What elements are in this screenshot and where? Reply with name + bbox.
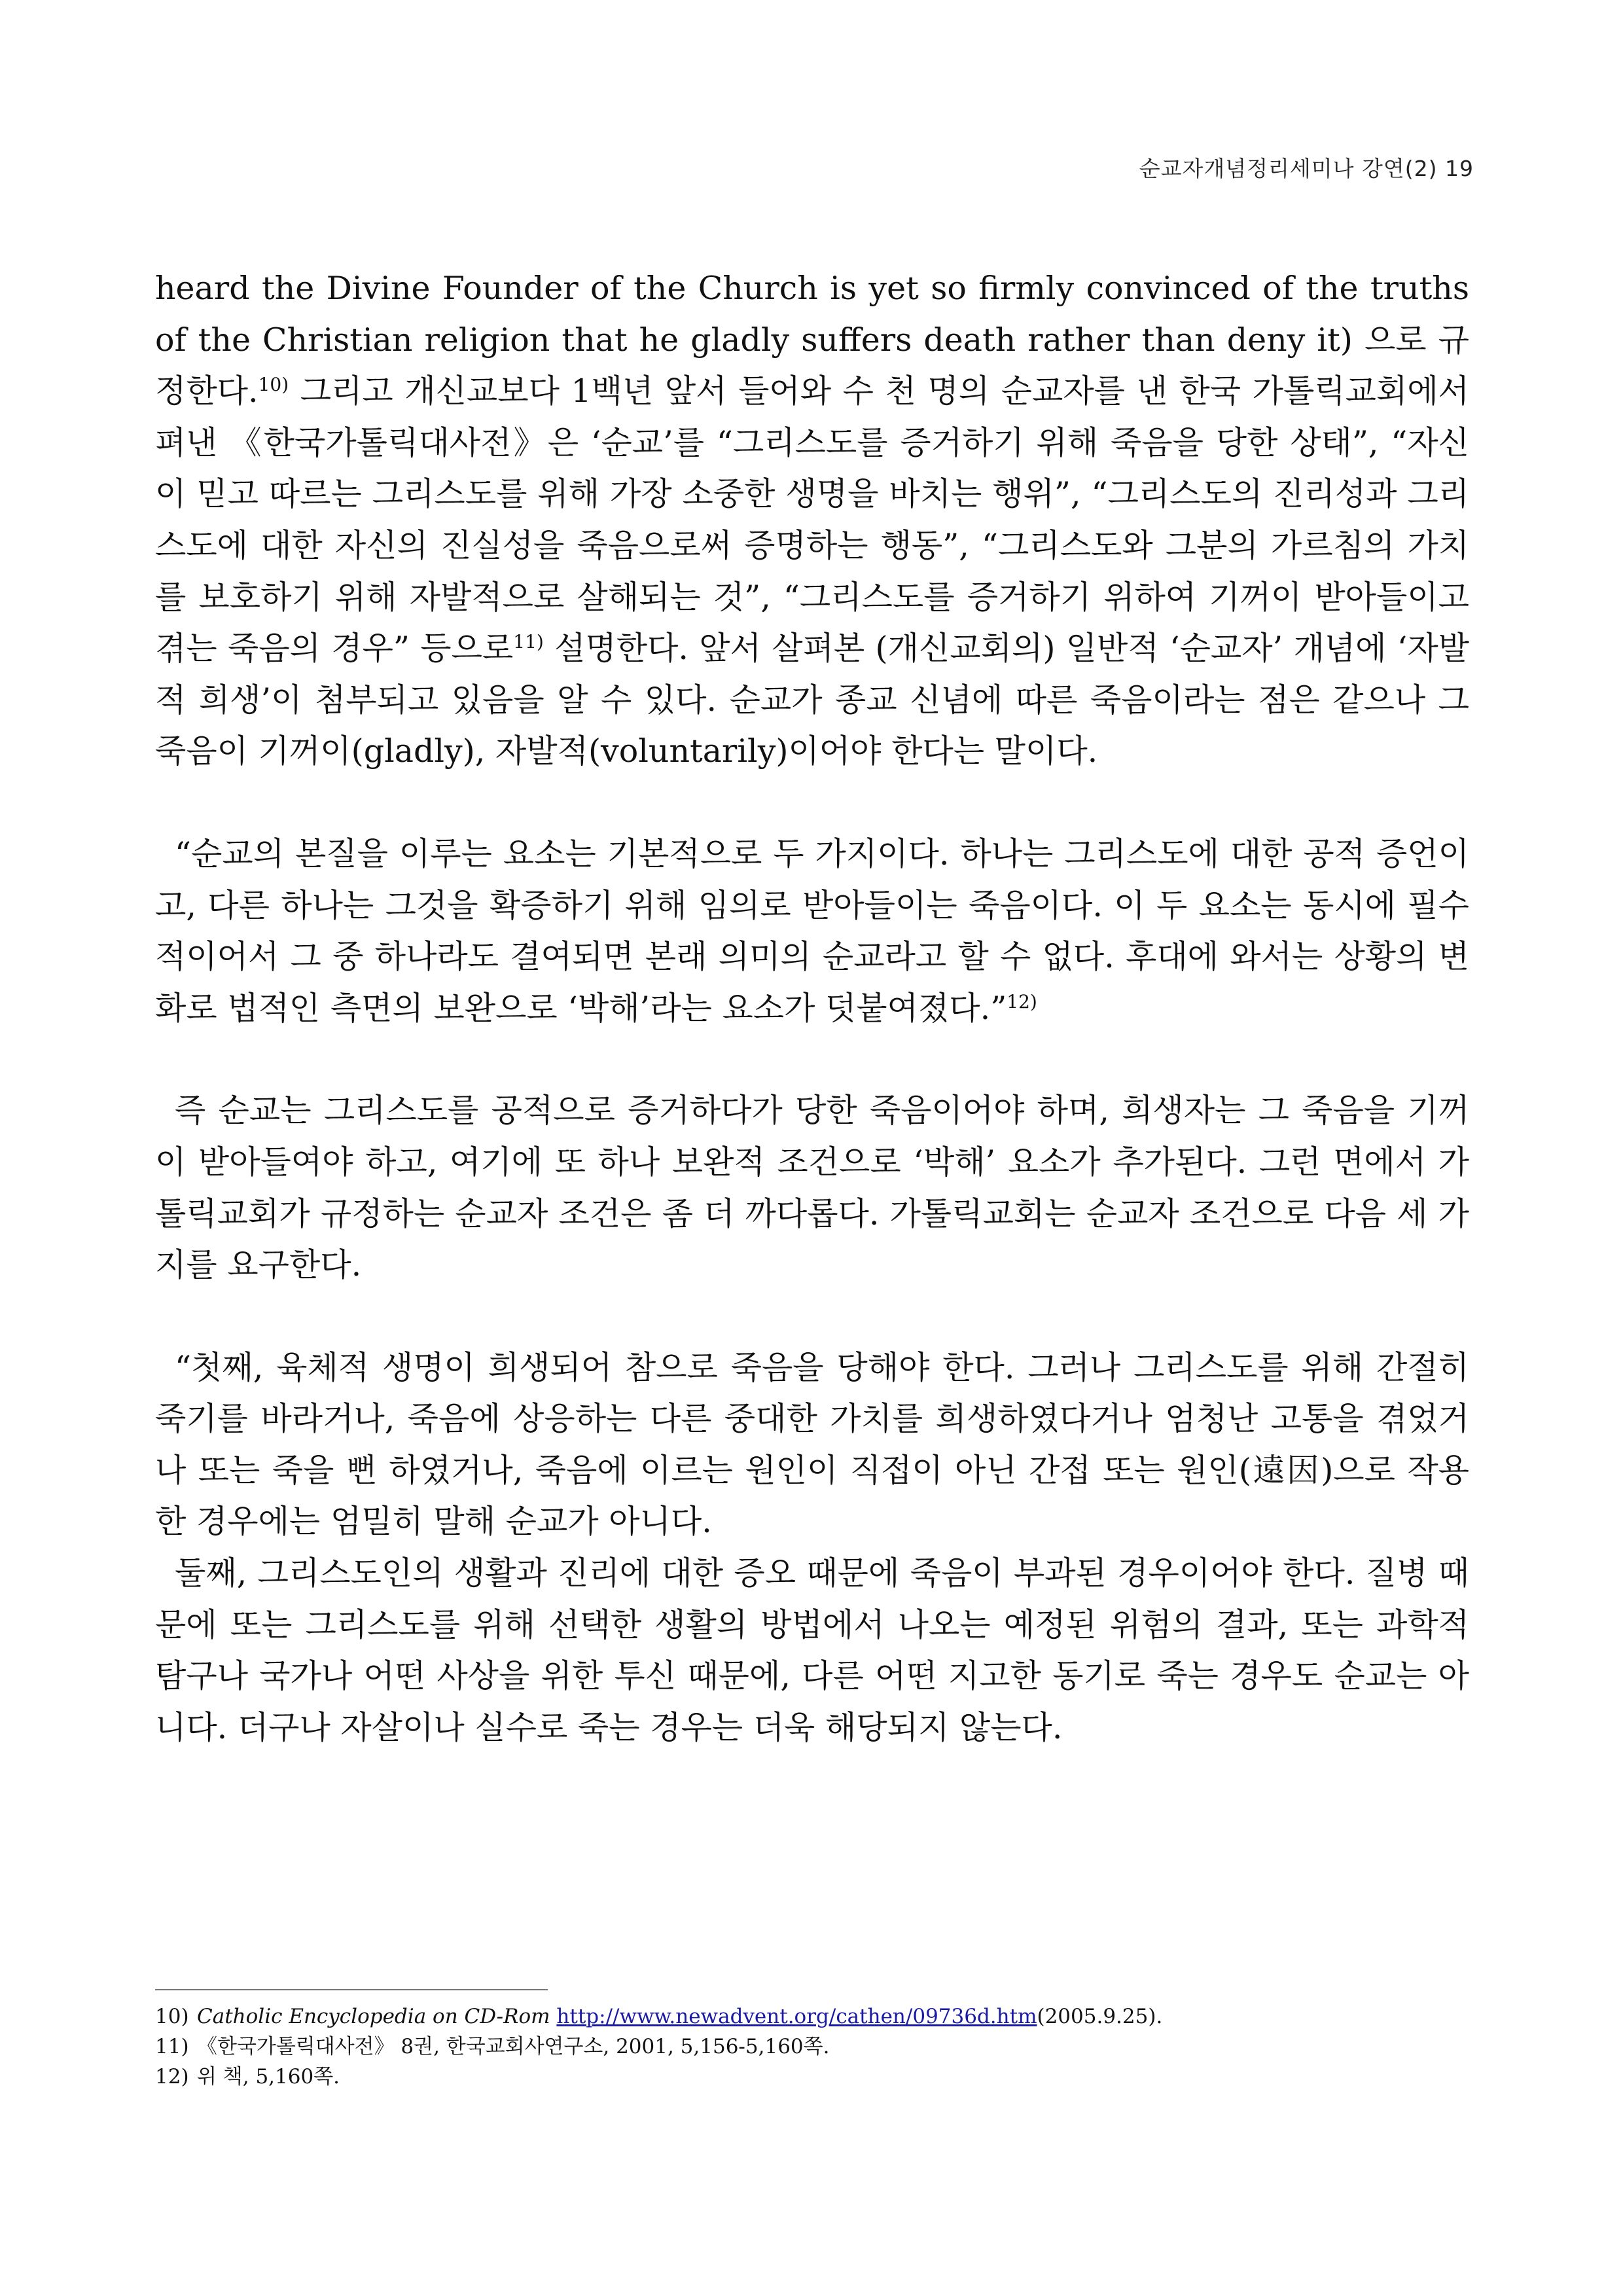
footnote-ref-12[interactable]: 12) bbox=[1007, 990, 1037, 1013]
footnote-number: 11) bbox=[155, 2035, 189, 2058]
body-text bbox=[155, 263, 1469, 1753]
paragraph-1-text-1: heard the Divine Founder of the Church is yet so firmly convinced of the truths of the Christian religion that he gladly suffers death rather than deny it) 으로 규정한다. bbox=[155, 270, 1469, 410]
paragraph-4-condition-1: “첫째, 육체적 생명이 희생되어 참으로 죽음을 당해야 한다. 그러나 그리스도를 위해 간절히 죽기를 바라거나, 죽음에 상응하는 다른 중대한 가치를 희생하였다거나 엄청난 고통을 겪었거나 또는 죽을 뻔 하였거나, 죽음에 이르는 원인이 직접이 아닌 간접 또는 원인(遠因)으로 작용한 경우에는 엄밀히 말해 순교가 아니다. bbox=[155, 1348, 1469, 1541]
footnote-access-date: (2005.9.25). bbox=[1037, 2005, 1163, 2028]
footnote-number: 10) bbox=[155, 2005, 189, 2028]
footnote-ref-10[interactable]: 10) bbox=[258, 374, 289, 396]
running-header: 순교자개념정리세미나 강연(2) 19 bbox=[1139, 156, 1474, 181]
footnote-number: 12) bbox=[155, 2065, 189, 2089]
paragraph-1-text-3: 설명한다. 앞서 살펴본 (개신교회의) 일반적 ‘순교자’ 개념에 ‘자발적 희생’이 첨부되고 있음을 알 수 있다. 순교가 종교 신념에 따른 죽음이라는 점은 같으나 그 죽음이 기꺼이(gladly), 자발적(voluntarily)이어야 한다는 말이다. bbox=[155, 630, 1469, 770]
footnote-text: 위 책, 5,160쪽. bbox=[197, 2065, 340, 2089]
paragraph-1-text-2: 그리고 개신교보다 1백년 앞서 들어와 수 천 명의 순교자를 낸 한국 가톨릭교회에서 펴낸 《한국가톨릭대사전》은 ‘순교’를 “그리스도를 증거하기 위해 죽음을 당한 상태”, “자신이 믿고 따르는 그리스도를 위해 가장 소중한 생명을 바치는 행위”, “그리스도의 진리성과 그리스도에 대한 자신의 진실성을 죽음으로써 증명하는 행동”, “그리스도와 그분의 가르침의 가치를 보호하기 위해 자발적으로 살해되는 것”, “그리스도를 증거하기 위하여 기꺼이 받아들이고 겪는 죽음의 경우” 등으로 bbox=[155, 372, 1469, 668]
footnote-12 bbox=[155, 2062, 1469, 2092]
footnote-source-title: Catholic Encyclopedia on CD-Rom bbox=[197, 2005, 550, 2028]
footnote-link[interactable]: http://www.newadvent.org/cathen/09736d.htm bbox=[556, 2005, 1037, 2028]
paragraph-3: 즉 순교는 그리스도를 공적으로 증거하다가 당한 죽음이어야 하며, 희생자는 그 죽음을 기꺼이 받아들여야 하고, 여기에 또 하나 보완적 조건으로 ‘박해’ 요소가 추가된다. 그런 면에서 가톨릭교회가 규정하는 순교자 조건은 좀 더 까다롭다. 가톨릭교회는 순교자 조건으로 다음 세 가지를 요구한다. bbox=[155, 1092, 1469, 1284]
paragraph-2-text: “순교의 본질을 이루는 요소는 기본적으로 두 가지이다. 하나는 그리스도에 대한 공적 증언이고, 다른 하나는 그것을 확증하기 위해 임의로 받아들이는 죽음이다. 이 두 요소는 동시에 필수적이어서 그 중 하나라도 결여되면 본래 의미의 순교라고 할 수 없다. 후대에 와서는 상황의 변화로 법적인 측면의 보완으로 ‘박해’라는 요소가 덧붙여졌다.” bbox=[155, 834, 1469, 1027]
footnote-11 bbox=[155, 2032, 1469, 2062]
footnote-10 bbox=[155, 2001, 1469, 2032]
footnote-text: 《한국가톨릭대사전》 8권, 한국교회사연구소, 2001, 5,156-5,160쪽. bbox=[197, 2035, 830, 2058]
paragraph-2-quote bbox=[155, 829, 1469, 1034]
paragraph-1 bbox=[155, 263, 1469, 778]
footnote-ref-11[interactable]: 11) bbox=[513, 631, 544, 653]
footnote-divider bbox=[155, 1989, 548, 1990]
paragraph-5-condition-2: 둘째, 그리스도인의 생활과 진리에 대한 증오 때문에 죽음이 부과된 경우이어야 한다. 질병 때문에 또는 그리스도를 위해 선택한 생활의 방법에서 나오는 예정된 위험의 결과, 또는 과학적 탐구나 국가나 어떤 사상을 위한 투신 때문에, 다른 어떤 지고한 동기로 죽는 경우도 순교는 아니다. 더구나 자살이나 실수로 죽는 경우는 더욱 해당되지 않는다. bbox=[155, 1554, 1469, 1746]
footnotes bbox=[155, 2001, 1469, 2092]
